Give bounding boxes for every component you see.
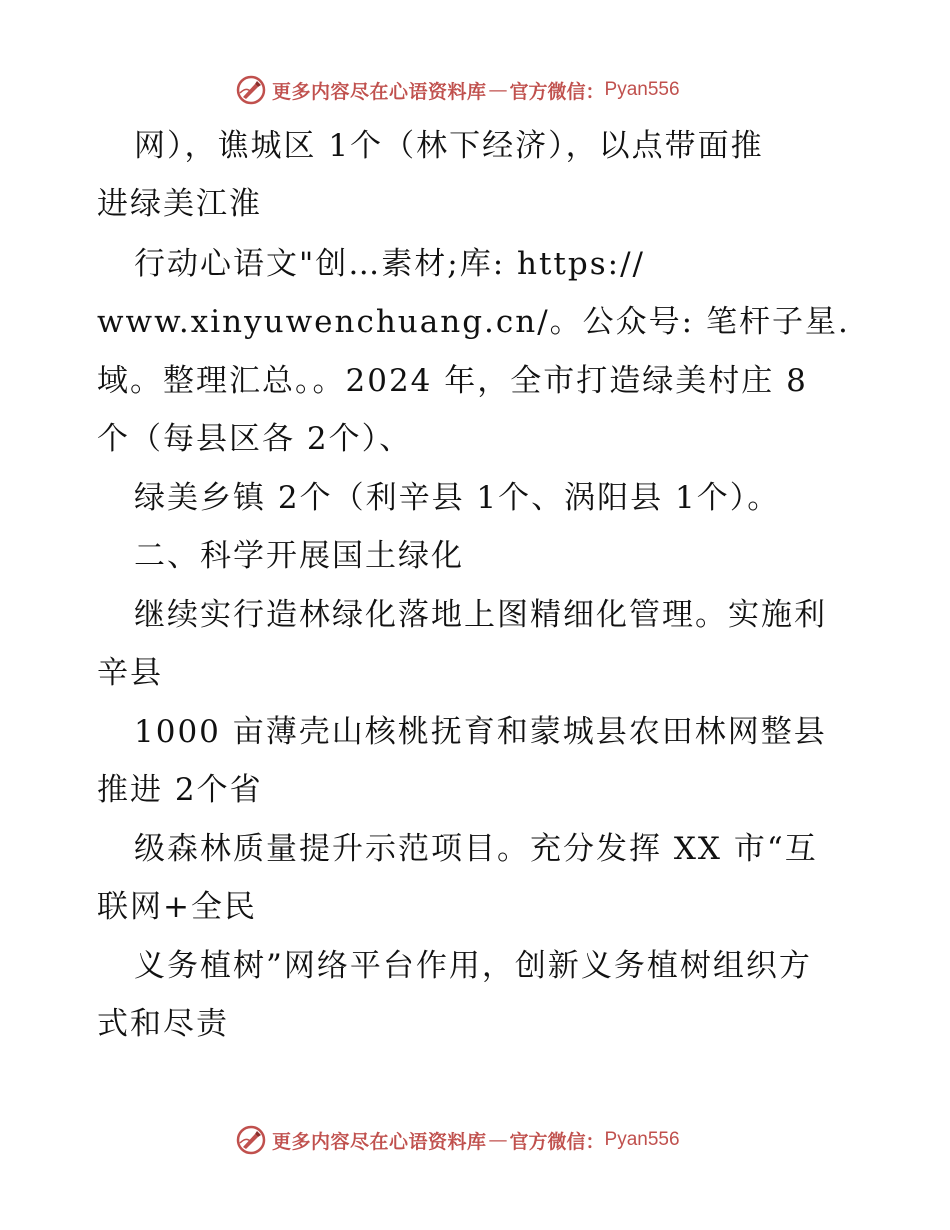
body-line-6: 个（每县区各 2个）、 [97, 421, 413, 457]
footer-banner-label: 官方微信： [509, 1130, 605, 1153]
body-line-7: 绿美乡镇 2个（利辛县 1个、涡阳县 1个）。 [134, 480, 781, 516]
footer-wechat-id: Pyan556 [604, 1129, 680, 1150]
body-line-3: 行动心语文"创…素材;库: https:// [134, 246, 645, 282]
footer-banner-text: 更多内容尽在心语资料库 [272, 1130, 487, 1153]
body-line-16: 式和尽责 [97, 1006, 229, 1042]
body-line-5: 域。整理汇总。。2024 年，全市打造绿美村庄 8 [97, 363, 808, 399]
header-banner-label: 官方微信： [509, 80, 605, 103]
header-banner-text: 更多内容尽在心语资料库 [272, 80, 487, 103]
body-line-10: 辛县 [97, 655, 163, 691]
body-line-13: 级森林质量提升示范项目。充分发挥 XX 市“互 [134, 831, 818, 867]
body-line-1: 网），谯城区 1个（林下经济），以点带面推 [134, 128, 764, 164]
header-banner [236, 72, 680, 108]
body-line-2: 进绿美江淮 [97, 186, 262, 222]
pen-circle-logo-icon [236, 75, 266, 105]
body-line-14: 联网+全民 [97, 889, 257, 925]
body-line-4: www.xinyuwenchuang.cn/。公众号: 笔杆子星. [97, 304, 850, 340]
header-wechat-id: Pyan556 [604, 79, 680, 100]
footer-banner [236, 1122, 680, 1158]
header-banner-separator: — [488, 79, 508, 101]
section-heading: 二、科学开展国土绿化 [134, 538, 464, 574]
footer-banner-separator: — [488, 1129, 508, 1151]
body-line-9: 继续实行造林绿化落地上图精细化管理。实施利 [134, 597, 827, 633]
body-line-11: 1000 亩薄壳山核桃抚育和蒙城县农田林网整县 [134, 714, 827, 750]
body-line-15: 义务植树”网络平台作用，创新义务植树组织方 [134, 948, 812, 984]
pen-circle-logo-icon [236, 1125, 266, 1155]
body-line-12: 推进 2个省 [97, 772, 263, 808]
